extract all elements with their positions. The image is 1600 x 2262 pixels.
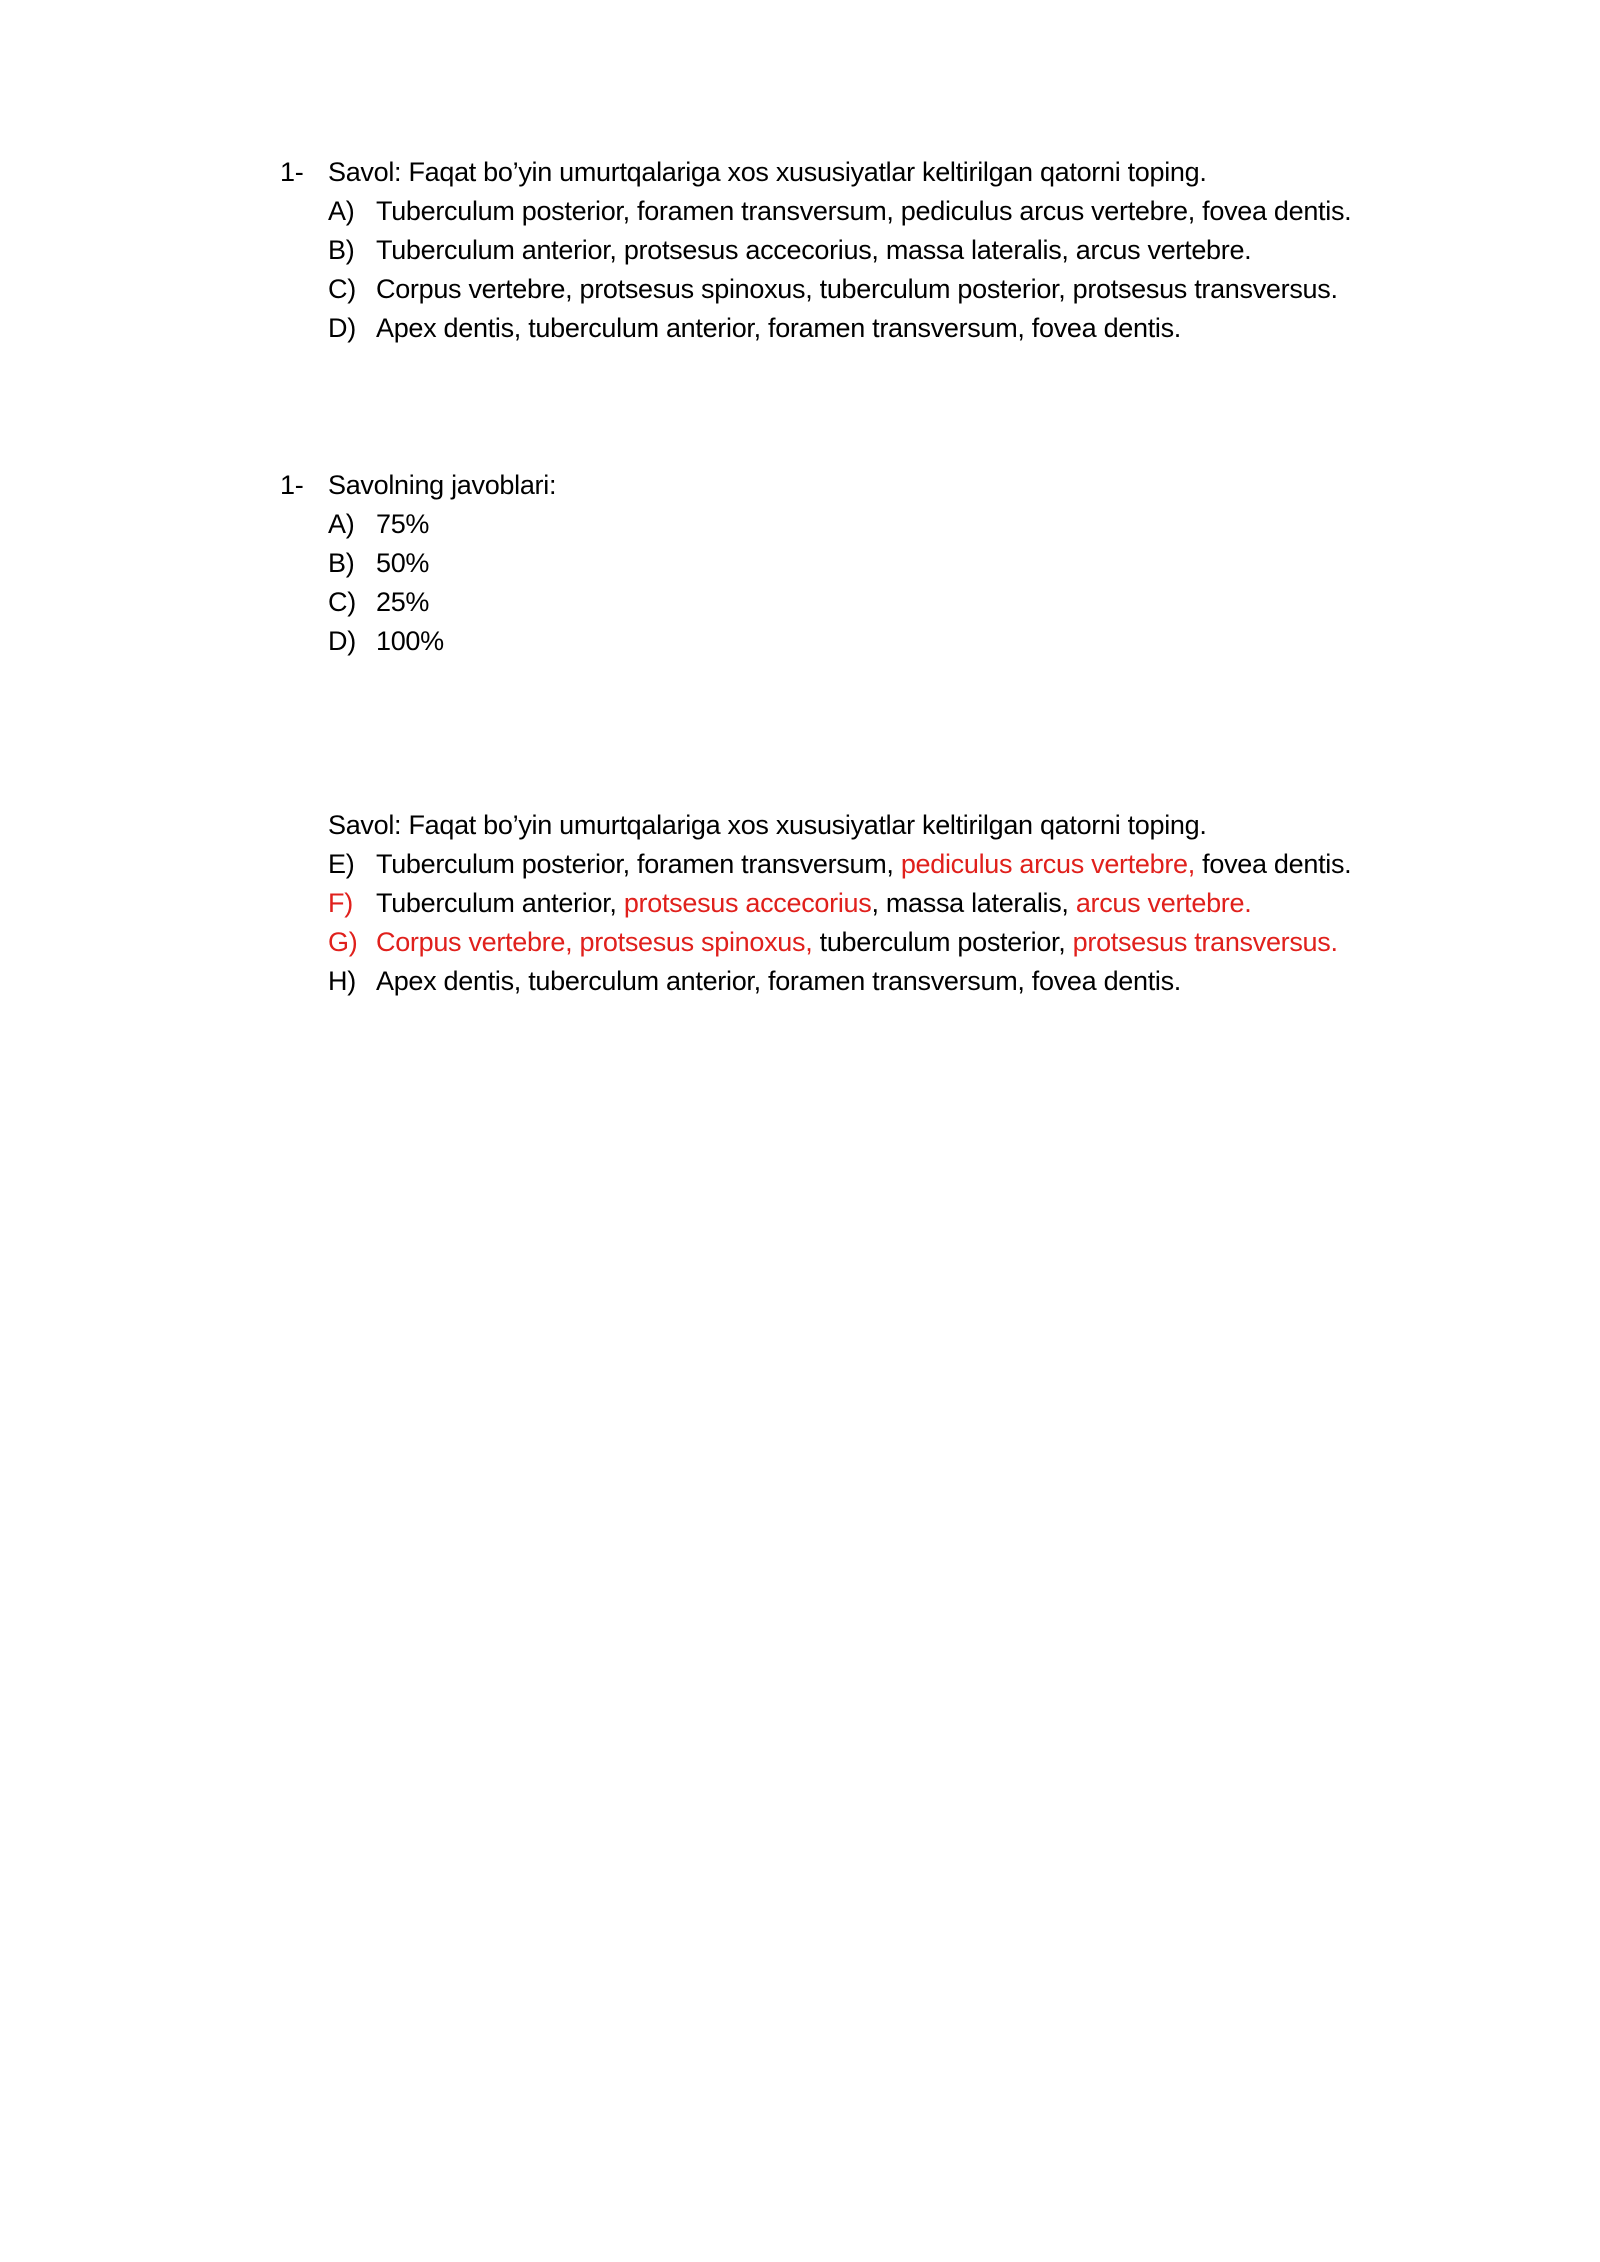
option-letter: F) — [328, 888, 353, 918]
option-text: 50% — [376, 548, 430, 578]
option-text: Corpus vertebre, protsesus spinoxus, tuberculum posterior, protsesus transversus. — [376, 274, 1338, 304]
option-text: 25% — [376, 587, 430, 617]
option-text-part: fovea dentis. — [1194, 849, 1352, 879]
option-letter: E) — [328, 849, 355, 879]
option-text-part: Tuberculum posterior, foramen transversum, — [376, 849, 901, 879]
option-text: Tuberculum anterior, protsesus accecorius, massa lateralis, arcus vertebre. — [376, 235, 1252, 265]
option-letter: H) — [328, 966, 356, 996]
option-letter: A) — [328, 196, 355, 226]
highlighted-text: arcus vertebre. — [1075, 888, 1252, 918]
option-text-part: tuberculum posterior, — [812, 927, 1073, 957]
highlighted-text: Corpus vertebre, protsesus spinoxus, — [376, 927, 813, 957]
option-text — [376, 923, 1338, 962]
highlighted-text: pediculus arcus vertebre, — [900, 849, 1195, 879]
option-letter: B) — [328, 235, 355, 265]
option-letter: D) — [328, 626, 356, 656]
option-letter: C) — [328, 587, 356, 617]
option-text-part: , massa lateralis, — [871, 888, 1076, 918]
option-letter: B) — [328, 548, 355, 578]
option-letter: D) — [328, 313, 356, 343]
answers-heading: Savolning javoblari: — [328, 470, 557, 500]
question-text: Savol: Faqat bo’yin umurtqalariga xos xususiyatlar keltirilgan qatorni toping. — [328, 810, 1207, 840]
option-text: 75% — [376, 509, 430, 539]
option-text — [376, 845, 1351, 884]
option-letter: C) — [328, 274, 356, 304]
option-text-part: Tuberculum anterior, — [376, 888, 624, 918]
option-text — [376, 884, 1251, 923]
question-text: Savol: Faqat bo’yin umurtqalariga xos xususiyatlar keltirilgan qatorni toping. — [328, 157, 1207, 187]
question-number: 1- — [280, 157, 304, 187]
option-letter: A) — [328, 509, 355, 539]
option-text: Apex dentis, tuberculum anterior, foramen transversum, fovea dentis. — [376, 313, 1182, 343]
option-text: Tuberculum posterior, foramen transversum, pediculus arcus vertebre, fovea dentis. — [376, 196, 1352, 226]
option-text: 100% — [376, 626, 444, 656]
option-letter: G) — [328, 927, 358, 957]
option-text: Apex dentis, tuberculum anterior, foramen transversum, fovea dentis. — [376, 966, 1182, 996]
question-number: 1- — [280, 470, 304, 500]
highlighted-text: protsesus accecorius — [623, 888, 872, 918]
highlighted-text: protsesus transversus. — [1072, 927, 1338, 957]
